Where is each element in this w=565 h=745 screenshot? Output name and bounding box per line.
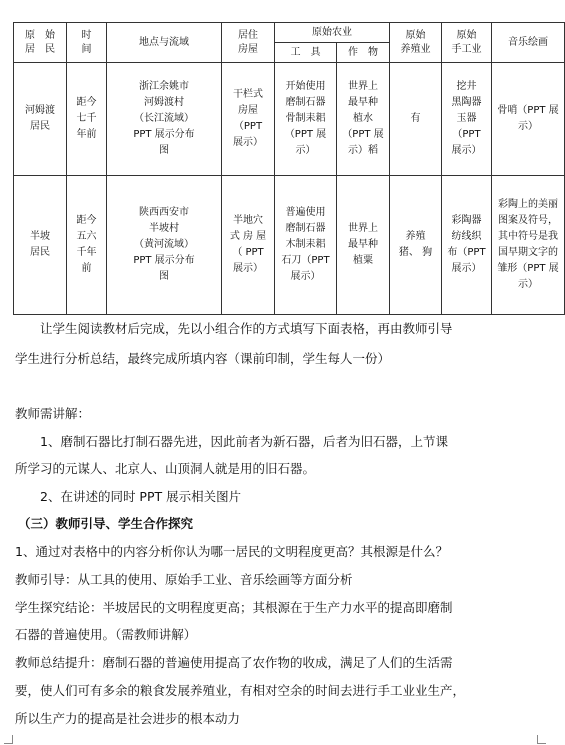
- header-crops: 作 物: [337, 43, 390, 63]
- margin-mark-left: [4, 735, 13, 744]
- header-agriculture: 原始农业: [275, 23, 390, 43]
- paragraph-summary-line2: 要，使人们可有多余的粮食发展养殖业，有相对空余的时间去进行手工业业生产，: [15, 683, 466, 698]
- paragraph-point2: 2、在讲述的同时 PPT 展示相关图片: [40, 489, 242, 504]
- header-handicraft: 原始 手工业: [442, 23, 492, 63]
- cell-time: 距今 七千 年前: [67, 63, 107, 176]
- cell-art: 彩陶上的美丽 图案及符号， 其中符号是我 国早期文字的 雏形（PPT 展 示）: [492, 176, 565, 315]
- cell-husbandry: 有: [390, 63, 442, 176]
- paragraph-conclusion-line1: 学生探究结论：半坡居民的文明程度更高；其根源在于生产力水平的提高即磨制: [15, 600, 453, 615]
- header-art: 音乐绘画: [492, 23, 565, 63]
- cell-husbandry: 养殖 猪、 狗: [390, 176, 442, 315]
- cell-location: 浙江余姚市 河姆渡村 （长江流域） PPT 展示分布 图: [107, 63, 222, 176]
- cell-residents: 半坡 居民: [14, 176, 67, 315]
- cell-tools: 开始使用 磨制石器 骨制耒耜 （PPT 展 示）: [275, 63, 337, 176]
- paragraph-conclusion-line2: 石器的普遍使用。（需教师讲解）: [15, 627, 197, 642]
- header-time: 时 间: [67, 23, 107, 63]
- cell-tools: 普遍使用 磨制石器 木制耒耜 石刀（PPT 展示）: [275, 176, 337, 315]
- paragraph-teacher-guide: 教师引导：从工具的使用、原始手工业、音乐绘画等方面分析: [15, 572, 353, 587]
- header-tools: 工 具: [275, 43, 337, 63]
- cell-residents: 河姆渡 居民: [14, 63, 67, 176]
- cell-crops: 世界上 最早种 植水 （PPT 展 示）稻: [337, 63, 390, 176]
- comparison-table: [13, 22, 565, 315]
- header-housing: 居住 房屋: [222, 23, 275, 63]
- paragraph-teacher-explain: 教师需讲解：: [15, 406, 91, 421]
- paragraph-point1-line1: 1、磨制石器比打制石器先进，因此前者为新石器，后者为旧石器，上节课: [40, 434, 448, 449]
- paragraph-summary-line1: 教师总结提升：磨制石器的普遍使用提高了农作物的收成，满足了人们的生活需: [15, 655, 453, 670]
- margin-mark-right: [537, 735, 546, 744]
- paragraph-question1: 1、通过对表格中的内容分析你认为哪一居民的文明程度更高？其根源是什么？: [15, 544, 448, 559]
- cell-handicraft: 彩陶器 纺线织 布（PPT 展示）: [442, 176, 492, 315]
- paragraph-point1-line2: 所学习的元谋人、北京人、山顶洞人就是用的旧石器。: [15, 461, 316, 476]
- table-row: [14, 63, 565, 176]
- cell-housing: 干栏式 房屋 （PPT 展示）: [222, 63, 275, 176]
- paragraph-instruction-line2: 学生进行分析总结，最终完成所填内容（课前印制，学生每人一份）: [15, 351, 391, 366]
- table-row: [14, 176, 565, 315]
- cell-handicraft: 挖井 黑陶器 玉器 （PPT 展示）: [442, 63, 492, 176]
- cell-location: 陕西西安市 半坡村 （黄河流域） PPT 展示分布 图: [107, 176, 222, 315]
- cell-time: 距今 五六 千年 前: [67, 176, 107, 315]
- header-husbandry: 原始 养殖业: [390, 23, 442, 63]
- cell-housing: 半地穴 式 房 屋 （ PPT 展示）: [222, 176, 275, 315]
- header-location: 地点与流域: [107, 23, 222, 63]
- header-residents: 原 始 居 民: [14, 23, 67, 63]
- paragraph-summary-line3: 所以生产力的提高是社会进步的根本动力: [15, 711, 241, 726]
- cell-crops: 世界上 最早种 植粟: [337, 176, 390, 315]
- section-heading: （三）教师引导、学生合作探究: [18, 516, 194, 531]
- cell-art: 骨哨（PPT 展 示）: [492, 63, 565, 176]
- paragraph-instruction-line1: 让学生阅读教材后完成，先以小组合作的方式填写下面表格，再由教师引导: [40, 321, 453, 336]
